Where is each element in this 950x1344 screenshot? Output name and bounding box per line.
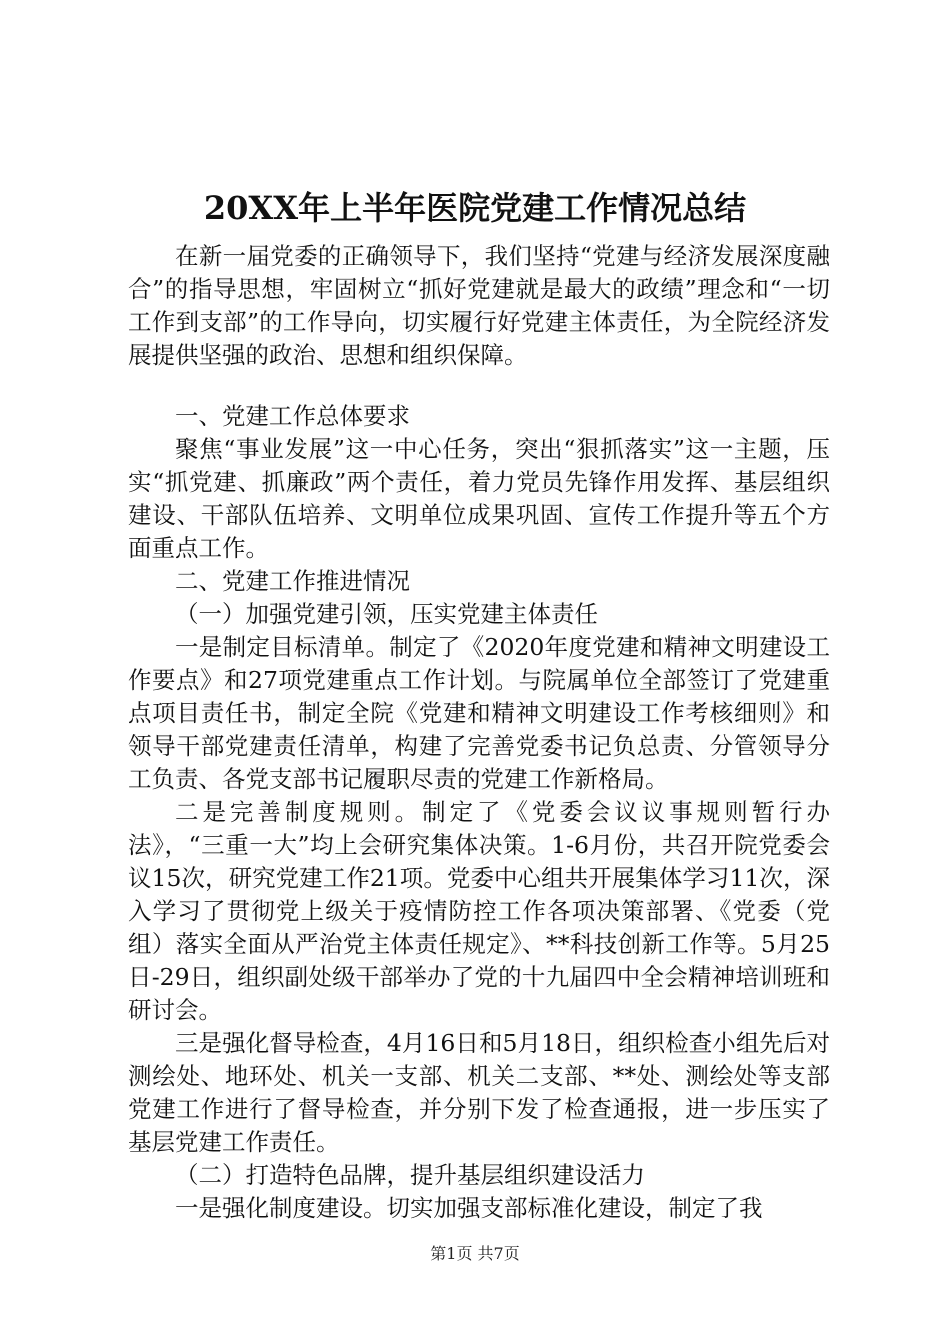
subsection-heading-2: （二）打造特色品牌，提升基层组织建设活力 [175,1161,645,1189]
section-heading-2: 二、党建工作推进情况 [175,567,410,595]
page-number: 第1页 共7页 [430,1244,520,1263]
paragraph-item-3: 三是强化督导检查，4月16日和5月18日，组织检查小组先后对测绘处、地环处、机关一支部、机关二支部、**处、测绘处等支部党建工作进行了督导检查，并分别下发了检查通报，进一步压实了基层党建工作责任。 [128,1029,830,1156]
paragraph-requirements: 聚焦“事业发展”这一中心任务，突出“狠抓落实”这一主题，压实“抓党建、抓廉政”两个责任，着力党员先锋作用发挥、基层组织建设、干部队伍培养、文明单位成果巩固、宣传工作提升等五个方面重点工作。 [128,435,830,562]
subsection-heading-1: （一）加强党建引领，压实党建主体责任 [175,600,598,628]
intro-paragraph: 在新一届党委的正确领导下，我们坚持“党建与经济发展深度融合”的指导思想，牢固树立“抓好党建就是最大的政绩”理念和“一切工作到支部”的工作导向，切实履行好党建主体责任，为全院经济发展提供坚强的政治、思想和组织保障。 [128,242,830,369]
paragraph-item-4: 一是强化制度建设。切实加强支部标准化建设，制定了我 [175,1194,763,1222]
document-title: 20XX年上半年医院党建工作情况总结 [203,189,747,227]
document-body [128,240,830,1225]
section-heading-1: 一、党建工作总体要求 [175,402,410,430]
paragraph-item-2: 二是完善制度规则。制定了《党委会议议事规则暂行办法》，“三重一大”均上会研究集体决策。1-6月份，共召开院党委会议15次，研究党建工作21项。党委中心组共开展集体学习11次，深入学习了贯彻党上级关于疫情防控工作各项决策部署、《党委（党组）落实全面从严治党主体责任规定》、**科技创新工作等。5月25日-29日，组织副处级干部举办了党的十九届四中全会精神培训班和研讨会。 [128,798,830,1024]
paragraph-item-1: 一是制定目标清单。制定了《2020年度党建和精神文明建设工作要点》和27项党建重点工作计划。与院属单位全部签订了党建重点项目责任书，制定全院《党建和精神文明建设工作考核细则》和领导干部党建责任清单，构建了完善党委书记负总责、分管领导分工负责、各党支部书记履职尽责的党建工作新格局。 [128,633,830,793]
